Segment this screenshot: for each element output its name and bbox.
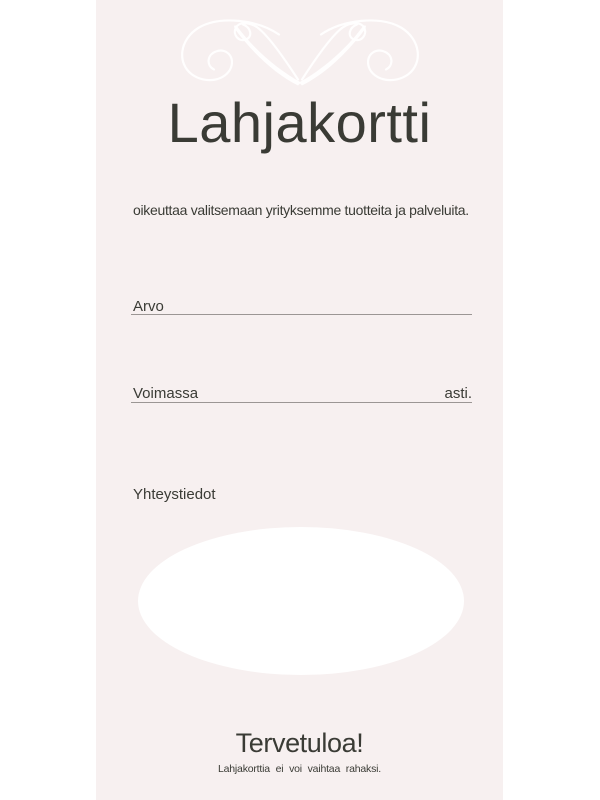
valid-until-field-label: Voimassa: [133, 385, 199, 402]
valid-until-suffix: asti.: [444, 385, 472, 402]
stamp-logo-oval: [138, 527, 464, 675]
gift-card: [96, 0, 503, 800]
disclaimer-text: Lahjakorttia ei voi vaihtaa rahaksi.: [218, 763, 381, 775]
greeting-text: Tervetuloa!: [235, 728, 364, 758]
value-fill-line: [131, 314, 472, 315]
card-title: Lahjakortti: [167, 91, 432, 154]
value-field-label: Arvo: [133, 298, 164, 315]
valid-until-fill-line: [131, 402, 472, 403]
contact-info-label: Yhteystiedot: [133, 486, 216, 503]
flourish-ornament-icon: [175, 14, 425, 87]
card-subtitle: oikeuttaa valitsemaan yrityksemme tuotteita ja palveluita.: [133, 202, 469, 218]
